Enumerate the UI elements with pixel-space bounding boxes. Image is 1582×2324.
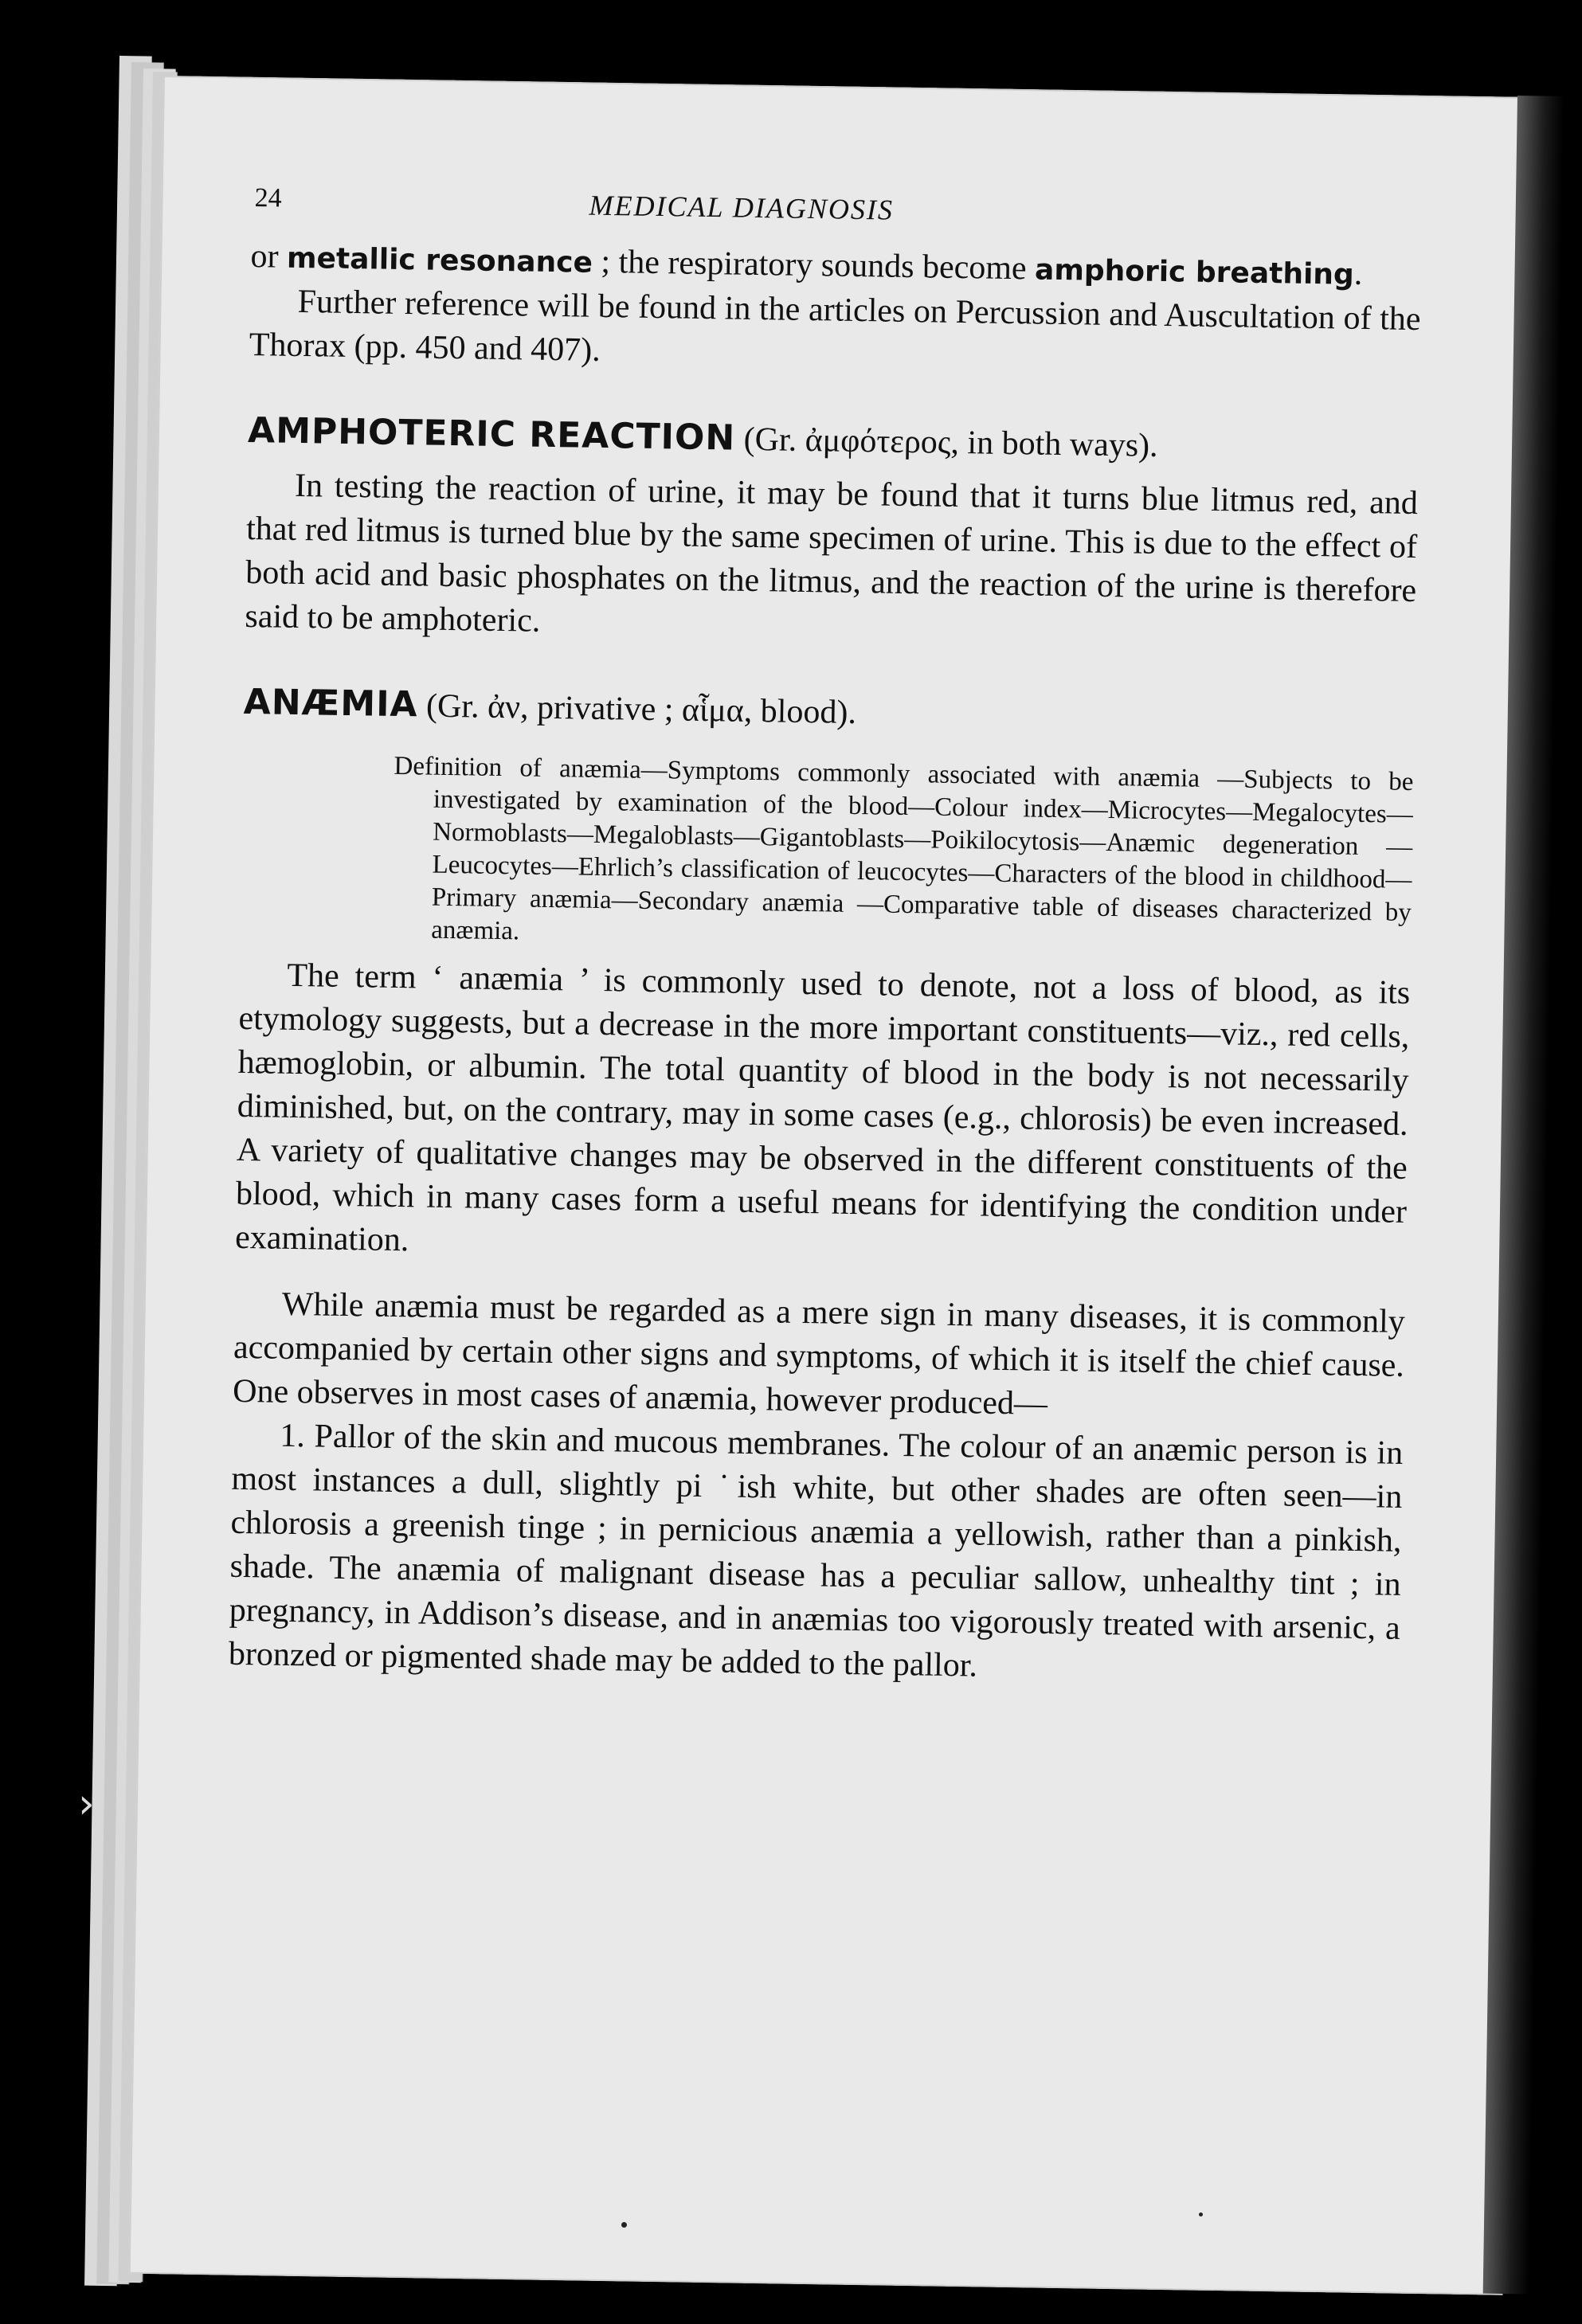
running-title: MEDICAL DIAGNOSIS bbox=[589, 189, 895, 226]
further-reference-paragraph: Further reference will be found in the articles on Percussion and Auscultation of the Thorax (pp. 450 and 407). bbox=[249, 283, 1421, 369]
page-body bbox=[229, 235, 1422, 1695]
amphoteric-heading-title: AMPHOTERIC REACTION bbox=[247, 409, 736, 459]
anaemia-contents-summary: Definition of anæmia—Symptoms commonly associated with anæmia —Subjects to be investigated by examination of the blood—Colour index—Microcytes—Megalocytes—Normoblasts—Megaloblasts—Gigantoblasts—Poikilocytosis—Anæmic degeneration —Leucocytes—Ehrlich’s classification of leucocytes—Characters of the blood in childhood—Primary anæmia—Secondary anæmia —Comparative table of diseases characterized by anæmia. bbox=[394, 751, 1414, 946]
term-amphoric-breathing: amphoric breathing bbox=[1034, 253, 1355, 291]
anaemia-etymology: (Gr. ἀν, privative ; αἷμα, blood). bbox=[425, 687, 857, 732]
ink-speck bbox=[1199, 2212, 1203, 2216]
amphoteric-heading bbox=[248, 409, 1419, 472]
margin-mark: › bbox=[78, 1780, 95, 1828]
term-metallic-resonance: metallic resonance bbox=[286, 241, 593, 280]
anaemia-heading bbox=[243, 680, 1415, 744]
anaemia-paragraph: While anæmia must be regarded as a mere sign in many diseases, it is commonly accompanied by certain other signs and symptoms, of which it is itself the chief cause. One observes in most cases of anæmia, however produced— bbox=[232, 1285, 1406, 1422]
ink-speck bbox=[621, 2222, 627, 2228]
amphoteric-etymology: (Gr. ἀμφότερος, in both ways). bbox=[743, 421, 1158, 464]
intro-text: or bbox=[250, 237, 288, 276]
anaemia-paragraph: The term ‘ anæmia ’ is commonly used to denote, not a loss of blood, as its etymology suggests, but a decrease in the more important constituents—viz., red cells, hæmoglobin, or albumin. The total quantity of blood in the body is not necessarily diminished, but, on the contrary, may in some cases (e.g., chlorosis) be even increased. A variety of qualitative changes may be observed in the different constituents of the blood, which in many cases form a useful means for identifying the condition under examination. bbox=[234, 957, 1411, 1259]
amphoteric-paragraph: In testing the reaction of urine, it may be found that it turns blue litmus red, and that red litmus is turned blue by the same specimen of urine. This is due to the effect of both acid and basic phosphates on the litmus, and the reaction of the urine is therefore said to be amphoteric. bbox=[245, 467, 1419, 640]
anaemia-heading-title: ANÆMIA bbox=[243, 681, 418, 726]
intro-text: ; the respiratory sounds become bbox=[592, 243, 1036, 288]
page-number: 24 bbox=[254, 183, 282, 213]
anaemia-paragraph: 1. Pallor of the skin and mucous membranes. The colour of an anæmic person is in most instances a dull, slightly pi ˙ish white, but other shades are often seen—in chlorosis a greenish tinge ; in pernicious anæmia a yellowish, rather than a pinkish, shade. The anæmia of malignant disease has a peculiar sallow, unhealthy tint ; in pregnancy, in Addison’s disease, and in anæmias too vigorously treated with arsenic, a bronzed or pigmented shade may be added to the pallor. bbox=[228, 1417, 1404, 1684]
intro-text: . bbox=[1353, 255, 1363, 292]
